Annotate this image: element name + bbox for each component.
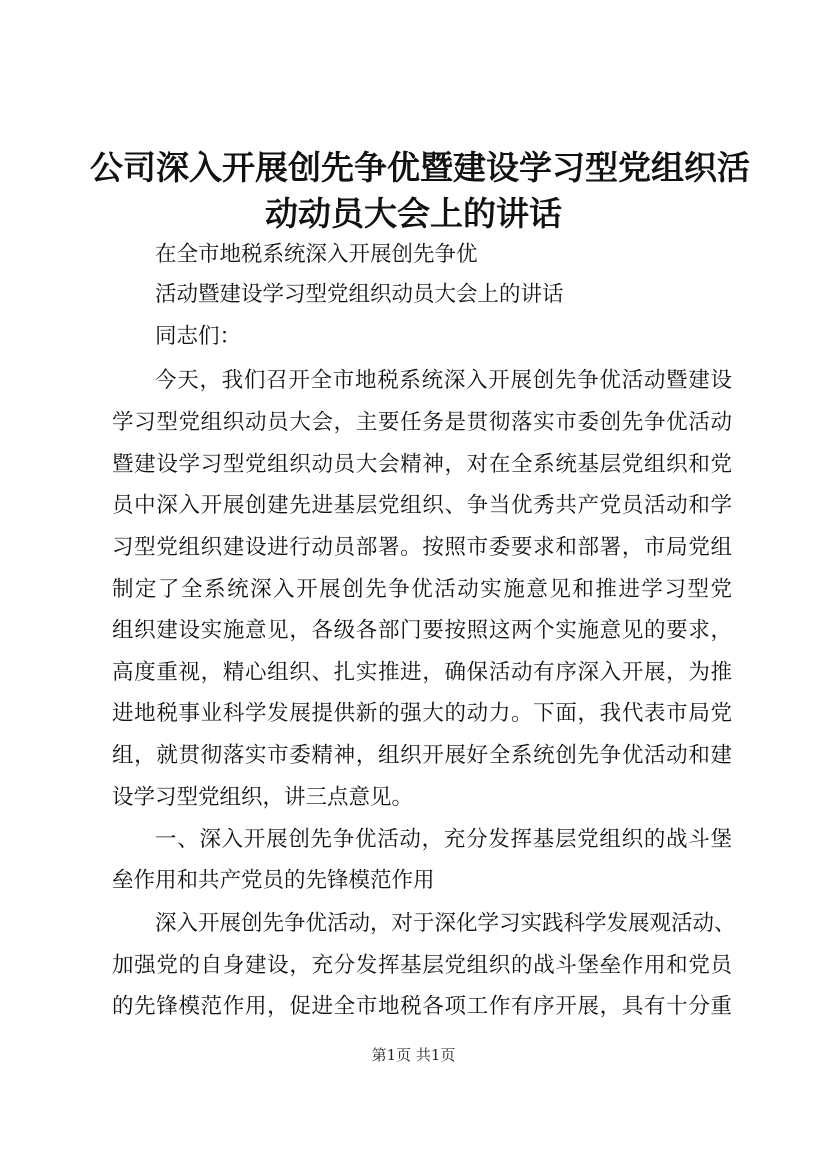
paragraph-line: 进地税事业科学发展提供新的强大的动力。下面，我代表市局党 xyxy=(112,701,732,726)
paragraph-line: 习型党组织建设进行动员部署。按照市委要求和部署，市局党组 xyxy=(112,535,732,560)
paragraph-line: 的先锋模范作用，促进全市地税各项工作有序开展，具有十分重 xyxy=(112,994,732,1019)
paragraph-line: 学习型党组织动员大会，主要任务是贯彻落实市委创先争优活动 xyxy=(112,410,732,435)
page-footer: 第1页 共1页 xyxy=(371,1046,456,1064)
paragraph-line: 组，就贯彻落实市委精神，组织开展好全系统创先争优活动和建 xyxy=(112,743,732,768)
paragraph-line: 制定了全系统深入开展创先争优活动实施意见和推进学习型党 xyxy=(112,577,732,602)
salutation: 同志们： xyxy=(155,324,242,349)
paragraph-line: 员中深入开展创建先进基层党组织、争当优秀共产党员活动和学 xyxy=(112,493,732,518)
document-title-line-1: 公司深入开展创先争优暨建设学习型党组织活 xyxy=(90,148,750,187)
paragraph-line: 暨建设学习型党组织动员大会精神，对在全系统基层党组织和党 xyxy=(112,452,732,477)
paragraph-line: 组织建设实施意见，各级各部门要按照这两个实施意见的要求， xyxy=(112,618,732,643)
section-heading-line: 一、深入开展创先争优活动，充分发挥基层党组织的战斗堡 xyxy=(155,827,732,852)
document-title-line-2: 动动员大会上的讲话 xyxy=(265,194,562,233)
paragraph-line: 深入开展创先争优活动，对于深化学习实践科学发展观活动、 xyxy=(155,911,736,936)
subtitle-line-2: 活动暨建设学习型党组织动员大会上的讲话 xyxy=(155,282,564,307)
section-heading-line: 垒作用和共产党员的先锋模范作用 xyxy=(112,868,435,893)
subtitle-line-1: 在全市地税系统深入开展创先争优 xyxy=(155,242,478,267)
paragraph-line: 设学习型党组织，讲三点意见。 xyxy=(112,785,414,810)
paragraph-line: 高度重视，精心组织、扎实推进，确保活动有序深入开展，为推 xyxy=(112,660,732,685)
paragraph-line: 今天，我们召开全市地税系统深入开展创先争优活动暨建设 xyxy=(155,368,732,393)
paragraph-line: 加强党的自身建设，充分发挥基层党组织的战斗堡垒作用和党员 xyxy=(112,953,732,978)
